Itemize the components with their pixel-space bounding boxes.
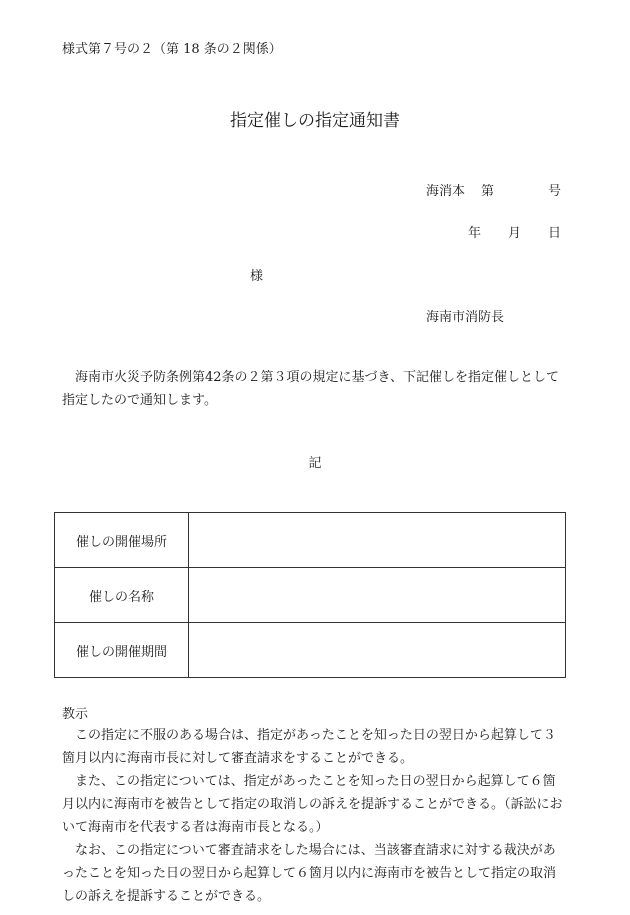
table-row	[55, 513, 566, 568]
ki-heading: 記	[308, 456, 322, 471]
table-row	[55, 623, 566, 678]
document-title: 指定催しの指定通知書	[230, 111, 400, 131]
event-info-table	[54, 512, 566, 678]
kyoji-heading: 教示	[62, 707, 89, 722]
date-day: 日	[548, 226, 562, 241]
kyoji-paragraph-3: なお、この指定について審査請求をした場合には、当該審査請求に対する裁決があったことを知った日の翌日から起算して６箇月以内に海南市を被告として指定の取消しの訴えを提訴することができる。	[62, 843, 557, 904]
kyoji-paragraph-2: また、この指定については、指定があったことを知った日の翌日から起算して６箇月以内に海南市を被告として指定の取消しの訴えを提訴することができる。（訴訟において海南市を代表する者は海南市長となる。）	[62, 774, 563, 835]
doc-number-mid: 第	[481, 184, 495, 199]
form-number: 様式第７号の２（第 18 条の２関係）	[62, 42, 282, 57]
row-value-period	[189, 623, 566, 678]
body-paragraph: 海南市火災予防条例第42条の２第３項の規定に基づき、下記催しを指定催しとして指定したので通知します。	[62, 370, 560, 408]
date-month: 月	[508, 226, 522, 241]
row-label-period: 催しの開催期間	[55, 623, 189, 678]
kyoji-paragraph-1: この指定に不服のある場合は、指定があったことを知った日の翌日から起算して３箇月以内に海南市長に対して審査請求をすることができる。	[62, 728, 556, 766]
row-label-name: 催しの名称	[55, 568, 189, 623]
addressee-suffix: 様	[250, 269, 264, 284]
row-label-venue: 催しの開催場所	[55, 513, 189, 568]
row-value-venue	[189, 513, 566, 568]
table-row	[55, 568, 566, 623]
doc-number-prefix: 海消本	[426, 184, 466, 199]
date-year: 年	[468, 226, 482, 241]
row-value-name	[189, 568, 566, 623]
sender-name: 海南市消防長	[426, 310, 505, 325]
doc-number-suffix: 号	[548, 184, 562, 199]
